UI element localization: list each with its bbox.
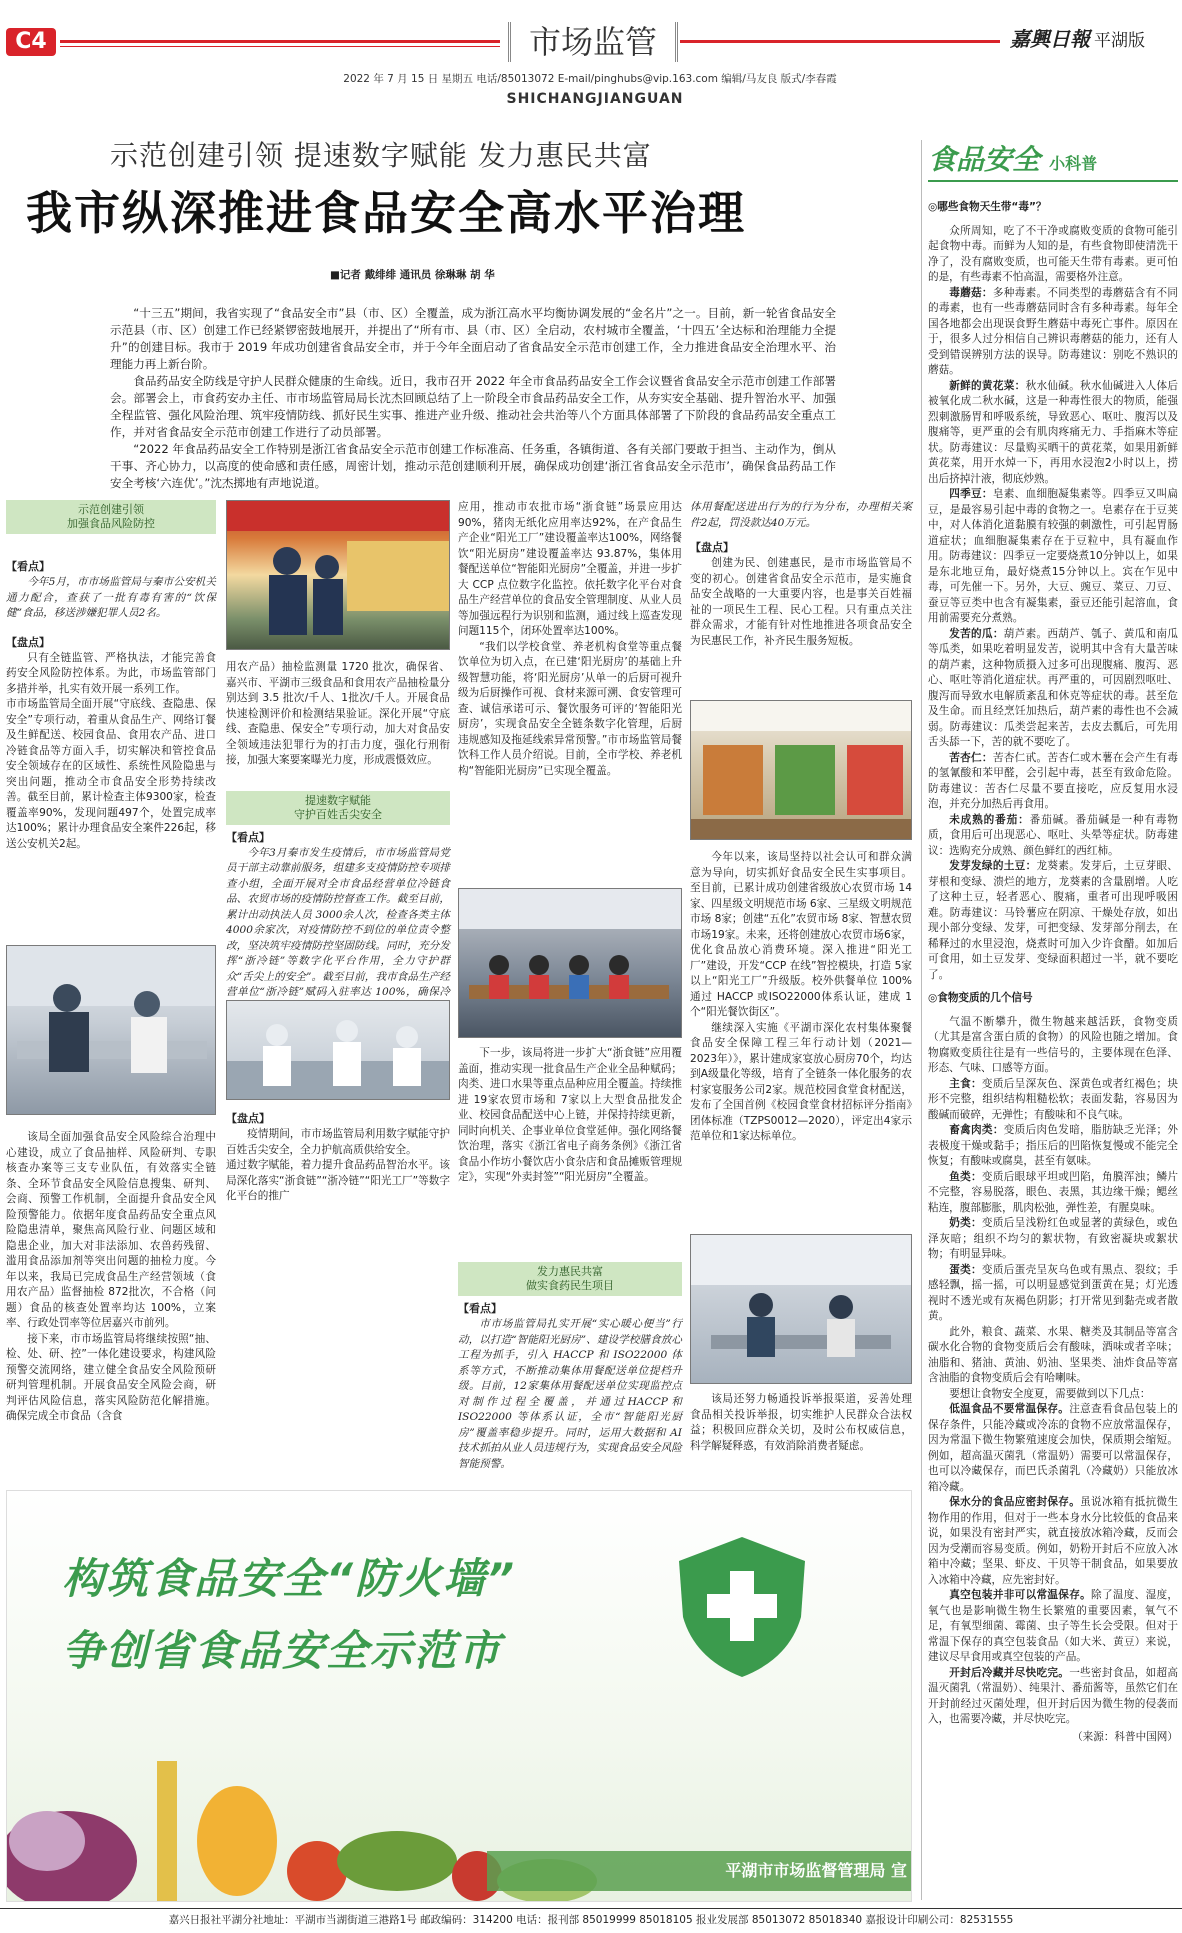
column-3-bottom <box>458 1262 686 1472</box>
photo-lab-graphic <box>227 1001 450 1100</box>
photo-canteen-students <box>458 888 682 1038</box>
right-paragraph <box>928 1402 1178 1495</box>
masthead-rule-left-thin <box>60 46 500 47</box>
body-text: 今年以来，该局坚持以社会认可和群众满意为导向，切实抓好食品安全民生实事项目。至目前，已累计成功创建省级放心农贸市场 14家、四星级文明规范市场 6家、三星级文明规范市场 8家；创建“五化”农贸市场 8家、智慧农贸市场19家。未来，还将创建放心农贸市场6家，优化食品放心消费环境。深入推进“阳光工厂”建设，开发“CCP 在线”智控模块，打造 5家以上“阳光工厂”升级版。校外供餐单位 100% 通过 HACCP 或ISO22000体系认证，建成 1个“阳光餐饮街区”。 <box>690 851 916 1018</box>
right-paragraph <box>928 627 1178 751</box>
paragraph-body: 一些密封食品，如超高温灭菌乳（常温奶）、纯果汁、番茄酱等，虽然它们在开封前经过灭菌处理，但开封后因为微生物的侵袭而入，也需要冷藏，并尽快吃完。 <box>928 1666 1179 1725</box>
paragraph-body: 变质后肉色发暗，脂肪缺乏光泽；外表极度干燥或黏手；指压后的凹陷恢复慢或不能完全恢复；有酸味或腐臭，甚至有氨味。 <box>928 1124 1179 1167</box>
pandian-text: 该局全面加强食品安全风险综合治理中心建设，成立了食品抽样、风险研判、专职核查办案等三支专业队伍，有效落实全链条、全环节食品安全风险信息搜集、研判、会商、预警工作机制，全面提升食品安全风险预警能力。依据年度食品药品安全重点风险隐患清单，聚焦高风险行业、问题区域和隐患企业，加大对非法添加、农兽药残留、滥用食品添加剂等突出问题的抽检力度。今年以来，我局已完成食品生产经营领域（食用农产品）监督抽检 872批次，不合格（问题）食品的核查处置率均达 100%，立案率、行政处罚率等位居嘉兴市前列。 <box>6 1131 216 1329</box>
article-subtitle: 示范创建引领 提速数字赋能 发力惠民共富 <box>110 139 652 172</box>
lead-block <box>110 305 836 492</box>
promo-banner <box>6 1490 912 1902</box>
kandian-text: 今年5月，市市场监管局与秦市公安机关通力配合，查获了一批有毒有害的“饮保健”食品，移送涉嫌犯罪人员2名。 <box>6 576 216 619</box>
paragraph-lead-term: 主食： <box>949 1077 982 1090</box>
footer-text: 嘉兴日报社平湖分社地址：平湖市当湖街道三港路1号 邮政编码：314200 电话：报刊部 85019999 85018105 报业发展部 85013072 85018340 嘉报设计印刷公司：82531555 <box>168 1914 1014 1926</box>
right-paragraph <box>928 487 1178 627</box>
column-2-cont <box>226 1110 450 1205</box>
right-heading: ◎哪些食物天生带“毒”？ <box>928 201 1047 213</box>
right-paragraph <box>928 751 1178 813</box>
photo-market-graphic <box>691 701 912 840</box>
section-bar: 提速数字赋能 守护百姓舌尖安全 <box>226 791 450 825</box>
paragraph-body: 注意查看食品包装上的保存条件，只能冷藏或冷冻的食物不应放常温保存，因为常温下微生物繁殖速度会加快，保质期会缩短。例如，超高温灭菌乳（常温奶）需要可以常温保存，也可以冷藏保存，而巴氏杀菌乳（冷藏奶）只能放冰箱冷藏。 <box>928 1403 1179 1493</box>
logo-main-text: 食品安全 <box>928 143 1041 176</box>
paragraph-body: 变质后蛋壳呈灰乌色或有黑点、裂纹；手感轻飘，摇一摇，可以明显感觉到蛋黄在晃；灯光透视时不透光或有灰褐色阴影；打开常见到黏壳或者散黄。 <box>928 1263 1178 1322</box>
column-3 <box>458 500 682 779</box>
body-text: 下一步，该局将进一步扩大“浙食链”应用覆盖面，推动实现一批食品生产企业全品种赋码；肉类、进口水果等重点品种应用全覆盖。持续推进 19家农贸市场和 7家以上大型食品批发企业、校园食品配送中心上链，并保持持续更新，同时向机关、企事业单位食堂延伸。强化网络餐饮治理，落实《浙江省电子商务条例》《浙江省食品小作坊小餐饮店小食杂店和食品摊贩管理规定》，实现“外卖封签”“阳光厨房”全覆盖。 <box>458 1047 682 1183</box>
right-paragraph <box>928 1077 1178 1124</box>
paragraph-body: 变质后眼球平坦或凹陷，角膜浑浊；鳞片不完整，容易脱落，眼色、表黑，其边缘干燥；鳃丝粘连，腹部膨胀，肌肉松弛，弹性差，有腥臭味。 <box>928 1170 1178 1214</box>
pandian-text: 疫情期间，市市场监管局利用数字赋能守护百姓舌尖安全，全力护航高质供给安全。 通过数字赋能，着力提升食品药品智治水平。该局深化落实“浙食链”“浙冷链”“阳光工厂”等数字化平台的推广 <box>226 1128 450 1202</box>
paragraph-lead-term: 新鲜的黄花菜： <box>949 379 1026 392</box>
section-title: 市场监管 <box>508 22 678 62</box>
paper-logo: 嘉興日報 <box>1010 27 1090 51</box>
pandian-text: 只有全链监管、严格执法，才能完善食药安全风险防控体系。为此，市场监管部门多措并举，扎实有效开展一系列工作。 市市场监管局全面开展“守底线、查隐患、保安全”专项行动，着重从食品生产、网络订餐及生鲜配送、校园食品、食用农产品、进口冷链食品等方面入手，切实解决和管控食品安全领域存在的区域性、系统性风险隐患与突出问题，推动全市食品安全形势持续改善。截至目前，累计检查主体9300家，检查覆盖率90%，发现问题497个，处置完成率达100%；累计办理食品安全案件226起，移送公安机关2起。 <box>6 651 216 850</box>
body-text: 该局还努力畅通投诉举报渠道，妥善处理食品相关投诉举报，切实维护人民群众合法权益；积极回应群众关切，及时公布权威信息，科学解疑释惑，有效消除消费者疑虑。 <box>690 1393 912 1452</box>
edition-label: 平湖版 <box>1094 31 1145 51</box>
photo-inspection-kitchen-graphic <box>7 946 216 1115</box>
masthead-rule-left <box>60 40 500 43</box>
column-3-cont <box>458 1046 682 1186</box>
right-paragraph <box>928 813 1178 860</box>
paragraph-lead-term: 毒蘑菇： <box>949 286 993 299</box>
paragraph-body: 龙葵素。发芽后，土豆芽眼、芽根和变绿、溃烂的地方，龙葵素的含量剧增。人吃了这种土豆，轻者恶心、腹痛，重者可出现呼吸困难。防毒建议：马铃薯应在阴凉、干燥处存放，如出现小部分变绿、发芽，可把变绿、发芽部分削去，在稀释过的水里浸泡，烧煮时可加入少许食醋。如加后可食用，如土豆发芽、变绿面积超过一半，就不要吃了。 <box>928 860 1179 981</box>
paragraph-lead-term: 发芽发绿的土豆： <box>949 860 1037 872</box>
logo-sub-text: 小科普 <box>1049 154 1098 173</box>
paragraph-body: 苦杏仁甙。苦杏仁或木薯在会产生有毒的氢氰酸和苯甲醛，会引起中毒，甚至有致命危险。防毒建议：苦杏仁尽量不要直接吃，应反复用水浸泡，并充分加热后再食用。 <box>928 751 1179 810</box>
paragraph-lead-term: 奶类： <box>949 1217 982 1229</box>
banner-line-2: 争创省食品安全示范市 <box>62 1626 503 1675</box>
column-4-cont <box>690 850 916 1145</box>
kandian-label: 【看点】 <box>226 830 270 844</box>
column-1-cont <box>6 1130 216 1425</box>
paragraph-lead-term: 蛋类： <box>949 1263 982 1276</box>
right-paragraph <box>928 1666 1178 1728</box>
photo-inspection-kitchen <box>6 945 216 1115</box>
column-divider <box>921 140 922 1900</box>
column-2 <box>226 660 450 1016</box>
paragraph-lead-term: 发苦的瓜： <box>949 627 1004 640</box>
body-text: “我们以学校食堂、养老机构食堂等重点餐饮单位为切入点，在已建‘阳光厨房’的基础上升级智慧功能，将‘阳光厨房’从单一的后厨可视升级为后厨操作可视、食材来源可溯、食安管理可查、诚信承诺可示、餐饮服务可评的‘智能阳光厨房’，实现食品安全全链条数字化管理，后厨违规感知及拖延线索异常预警。”市市场监管局餐饮科工作人员介绍说。目前，全市学校、养老机构“智能阳光厨房”已实现全覆盖。 <box>458 640 682 777</box>
paragraph-lead-term: 低温食品不要常温保存。 <box>949 1403 1070 1415</box>
paragraph-body: 除了温度、湿度，氧气也是影响微生物生长繁殖的重要因素，氧气不足，有氧型细菌、霉菌、虫子等生长会受限。但对于常温下保存的真空包装食品（如大米、黄豆）来说，建议尽早食用或真空包装的产品。 <box>928 1589 1179 1663</box>
paragraph-body: 多种毒素。不同类型的毒蘑菇含有不同的毒素，也有一些毒蘑菇同时含有多种毒素。每年全国各地都会出现误食野生蘑菇中毒死亡事件。原因在于，很多人过分相信自己辨识毒蘑菇的能力，还有人受到错误辨别方法的误导。防毒建议：别吃不熟识的蘑菇。 <box>928 286 1179 376</box>
right-paragraph <box>928 1170 1178 1217</box>
right-paragraph <box>928 1015 1178 1077</box>
photo-farmers-market <box>690 700 912 840</box>
paragraph-body: 变质后呈深灰色、深黄色或者红褐色；块形不完整，组织结构粗糙松软；表面发黏，容易因为酸碱而破碎，无弹性；有酸味和不良气味。 <box>928 1077 1178 1121</box>
article-headline: 我市纵深推进食品安全高水平治理 <box>26 186 746 240</box>
pandian-label: 【盘点】 <box>226 1112 270 1125</box>
body-text: 继续深入实施《平湖市深化农村集体聚餐食品安全保障工程三年行动计划（2021—2023年）》，累计建成家宴放心厨房70个，均达到A级量化等级，培育了全链条一体化服务的农村家宴服务公司2家。规范校园食堂食材配送，发布了全国首例《校园食堂食材招标评分指南》团体标准（TZPS0012—2020），评定出4家示范单位和1家达标单位。 <box>690 1021 912 1142</box>
column-4 <box>690 500 912 649</box>
paragraph-body: 气温不断攀升，微生物越来越活跃，食物变质（尤其是富含蛋白质的食物）的风险也随之增加。食物腐败变质往往是有一些信号的，主要体现在色泽、形态、气味、口感等方面。 <box>928 1015 1178 1074</box>
body-text: 用农产品）抽检监测量 1720 批次，确保省、嘉兴市、平湖市三级食品和食用农产品抽检量分别达到 3.5 批次/千人、1批次/千人。开展食品快速检测评价和检测结果验证。深化开展“守底线、查隐患、保安全”专项行动，加大对食品安全领域违法犯罪行为的打击力度，强化行刑衔接，加强大案要案曝光力度，形成震慑效应。 <box>226 661 450 766</box>
right-paragraph <box>928 286 1178 379</box>
source-note: （来源：科普中国网） <box>1072 1730 1178 1743</box>
body-text: 应用，推动市农批市场“浙食链”场景应用达90%，猪肉无纸化应用率达92%，在产食品生产企业“阳光工厂”建设覆盖率达100%，网络餐饮“阳光厨房”建设覆盖率达 93.87%，集体用餐配送单位“智能阳光厨房”全覆盖，并进一步扩大 CCP 点位数字化监控。依托数字化平台对食品生产经营单位的食品安全管理制度、从业人员等加强远程行为识别和监测，通过线上巡查发现问题115个，闭环处置率达100%。 <box>458 501 682 637</box>
column-1 <box>6 500 216 852</box>
kandian-text: 市市场监管局扎实开展“实心暖心便当”行动，以打造“智能阳光厨房”、建设学校膳食放心工程为抓手，引入 HACCP 和 ISO22000 体系等方式，不断推动集体用餐配送单位提档升级。目前，12家集体用餐配送单位实现监控点对制作过程全覆盖，并通过HACCP和ISO22000 等体系认证，全市“智能阳光厨房”覆盖率稳步提升。同时，运用大数据和 AI 技术抓拍从业人员违规行为，实现食品安全风险智能预警。 <box>458 1318 686 1470</box>
paragraph-lead-term: 保水分的食品应密封保存。 <box>949 1496 1081 1508</box>
paragraph-body: 要想让食物安全度夏，需要做到以下几点： <box>949 1387 1151 1400</box>
pandian-text: 创建为民、创建惠民，是市市场监管局不变的初心。创建省食品安全示范市，是实施食品安全战略的一大重要内容，也是事关百姓福祉的一项民生工程、民心工程。只有重点关注群众需求，才能有针对性地推进各项食品安全为民惠民工作，补齐民生服务短板。 <box>690 557 912 647</box>
body-text: 体用餐配送进出行为的行为分布，办理相关案件2起，罚没款达40万元。 <box>690 501 912 529</box>
pandian-label: 【盘点】 <box>690 541 734 554</box>
paragraph-lead-term: 四季豆： <box>949 488 993 500</box>
right-paragraph <box>928 1588 1178 1666</box>
footer-rule <box>0 1908 1182 1909</box>
right-paragraph <box>928 1216 1178 1263</box>
right-paragraph <box>928 859 1178 983</box>
right-heading: ◎食物变质的几个信号 <box>928 992 1033 1004</box>
photo-service-graphic <box>691 1235 912 1384</box>
paragraph-lead-term: 鱼类： <box>949 1170 982 1183</box>
page-number-badge: C4 <box>6 28 56 56</box>
paragraph-body: 众所周知，吃了不干净或腐败变质的食物可能引起食物中毒。而鲜为人知的是，有些食物即使清洗干净了，没有腐败变质，也可能天生带有毒素。更可怕的是，有些毒素不怕高温，需要格外注意。 <box>928 224 1178 283</box>
right-paragraph <box>928 1123 1178 1170</box>
paragraph-body: 变质后呈浅粉红色或显著的黄绿色，或色泽灰暗；组织不均匀的絮状物，有致密凝块或絮状物；有明显异味。 <box>928 1217 1178 1260</box>
lead-paragraph: 食品药品安全防线是守护人民群众健康的生命线。近日，我市召开 2022 年全市食品药品安全工作会议暨省食品安全示范市创建工作部署会。部署会上，市食药安办主任、市市场监管局局长沈杰回顾总结了上一阶段全市食品药品安全工作，从夯实安全基础、提升智治水平、加强全程监管、强化风险治理、筑牢疫情防线、抓好民生实事、推进产业升级、推动社会共治等八个方面具体部署了下阶段的食品药品安全重点工作，并对省食品安全示范市创建工作进行了动员部署。 <box>110 374 836 439</box>
paragraph-body: 葫芦素。西葫芦、瓠子、黄瓜和南瓜等瓜类，如果吃着明显发苦，说明其中含有大量苦味的葫芦素，这种物质摄入过多可出现腹痛、腹泻、恶心、呕吐等消化道症状。再严重的，可因剧烈呕吐、腹泻而导致水电解质紊乱和休克等症状的毒。甚至危及生命。而且经烹饪加热后，葫芦素的毒性也不会减弱。防毒建议：瓜类尝起来苦，去皮去瓢后，可先用舌头舔一下，苦的就不要吃了。 <box>928 627 1179 748</box>
column-4-bottom <box>690 1392 912 1454</box>
kandian-label: 【看点】 <box>6 560 50 573</box>
pandian-text: 接下来，市市场监管局将继续按照“抽、检、处、研、控”一体化建设要求，构建风险预警交流网络，建立健全食品安全风险预研研判管理机制。开展食品安全风险会商，研判评估风险信息，落实风险防范化解措施。确保完成全市食品（含食 <box>6 1332 216 1422</box>
section-bar: 发力惠民共富 做实食药民生项目 <box>458 1262 682 1296</box>
section-bar: 示范创建引领 加强食品风险防控 <box>6 500 216 534</box>
right-column <box>928 200 1178 1745</box>
section-pinyin: SHICHANGJIANGUAN <box>506 91 684 107</box>
right-section-1 <box>928 224 1178 984</box>
kandian-text: 今年3月秦市发生疫情后，市市场监管局党员干部主动靠前服务，组建多支疫情防控专项排查小组，全面开展对全市食品经营单位冷链食品、农贸市场的疫情防控督查工作。截至目前，累计出动执法人员 3000余人次，检查各类主体 4000余家次，对疫情防控不到位的单位责令整改，坚决筑牢疫情防控坚固防线。同时，充分发挥“浙冷链”等数字化平台作用，全力守护群众“舌尖上的安全”。截至目前，我市食品生产经营单位“浙冷链”赋码入驻率达 100%，确保冷 <box>226 846 450 998</box>
paragraph-lead-term: 真空包装并非可以常温保存。 <box>949 1589 1092 1601</box>
paragraph-body: 此外，粮食、蔬菜、水果、糖类及其制品等富含碳水化合物的食物变质后会有酸味，酒味或者辛味；油脂和、猪油、黄油、奶油、坚果类、油炸食品等富含油脂的食物变质后会有哈喇味。 <box>928 1325 1178 1384</box>
right-section-2 <box>928 1015 1178 1728</box>
paragraph-lead-term: 未成熟的番茄： <box>949 813 1030 826</box>
lead-paragraph: “十三五”期间，我省实现了“食品安全市”县（市、区）全覆盖，成为浙江高水平均衡协调发展的“金名片”之一。目前，新一轮省食品安全示范县（市、区）创建工作已经紧锣密鼓地展开，并提出了“所有市、县（市、区）全启动，农村城市全覆盖，‘十四五’全达标和治理能力全提升”的创建目标。我市于 2019 年成功创建省食品安全市，并于今年全面启动了省食品安全示范市创建工作，全力推进食品安全治理水平、治理能力再上新台阶。 <box>110 306 836 371</box>
lead-paragraph: “2022 年食品药品安全工作特别是浙江省食品安全示范市创建工作标准高、任务重，各镇街道、各有关部门要敢于担当、主动作为，倒从干事、齐心协力，以高度的使命感和责任感，周密计划，推动示范创建顺利开展，确保成功创建‘浙江省食品安全示范市’，确保食品药品工作安全考核‘六连优’。”沈杰掷地有声地说道。 <box>110 442 836 490</box>
kandian-label: 【看点】 <box>458 1302 502 1315</box>
paragraph-lead-term: 畜禽肉类： <box>949 1124 1004 1136</box>
dateline: 2022 年 7 月 15 日 星期五 电话/85013072 E-mail/pinghubs@vip.163.com 编辑/马友良 版式/李春霞 <box>343 73 837 85</box>
right-paragraph <box>928 379 1178 488</box>
paragraph-lead-term: 开封后冷藏并尽快吃完。 <box>949 1666 1070 1679</box>
byline: ■记者 戴绯绯 通讯员 徐琳琳 胡 华 <box>330 269 495 281</box>
paragraph-body: 秋水仙碱。秋水仙碱进入人体后被氧化成二秋水碱，这是一种毒性很大的物质，能强烈刺激肠胃和呼吸系统，导致恶心、呕吐、腹泻以及腹痛等，更严重的会有肌肉疼痛无力、手指麻木等症状。防毒建议：尽量购买晒干的黄花菜，如果用新鲜黄花菜，用开水焯一下，再用水浸泡2小时以上，捞出后挤掉汁液，彻底炒熟。 <box>928 379 1179 485</box>
right-paragraph <box>928 1387 1178 1403</box>
photo-canteen-graphic <box>459 889 682 1038</box>
masthead <box>0 0 1182 107</box>
right-paragraph <box>928 1495 1178 1588</box>
pandian-label: 【盘点】 <box>6 635 50 649</box>
photo-supermarket-inspection <box>226 500 450 650</box>
right-paragraph <box>928 224 1178 286</box>
right-paragraph <box>928 1325 1178 1387</box>
medical-cross-icon <box>667 1531 817 1681</box>
photo-consumer-service <box>690 1234 912 1384</box>
right-paragraph <box>928 1263 1178 1325</box>
photo-lab-testing <box>226 1000 450 1100</box>
paragraph-body: 皂素、血细胞凝集素等。四季豆又叫扁豆，是最容易引起中毒的食物之一。皂素存在于豆荚中，对人体消化道黏膜有较强的刺激性，可引起胃肠道症状；血细胞凝集素存在于豆粒中，具有凝血作用。防毒建议：四季豆一定要烧煮10分钟以上，如果是东北地豆角，最好烧煮15分钟以上。宾在乍见中毒，可先催一下。另外，大豆、豌豆、菜豆、刀豆、蚕豆等豆类中也含有凝集素，蚕豆还能引起溶血，食用前需要充分煮熟。 <box>928 488 1179 624</box>
banner-line-1: 构筑食品安全“防火墙” <box>62 1554 517 1603</box>
photo-supermarket-graphic <box>227 501 450 650</box>
paragraph-body: 番茄碱。番茄碱是一种有毒物质，食用后可出现恶心、呕吐、头晕等症状。防毒建议：选购充分成熟、颜色鲜红的西红柿。 <box>928 813 1179 857</box>
banner-credit: 平湖市市场监督管理局 宣 <box>725 1861 907 1880</box>
masthead-rule-right <box>680 40 1000 43</box>
paragraph-lead-term: 苦杏仁： <box>949 751 993 764</box>
paragraph-body: 虽说冰箱有抵抗微生物作用的作用，但对于一些本身水分比较低的食品来说，如果没有密封严实，就直接放冰箱冷藏，反而会因为受潮而容易变质。例如，奶粉开封后不应放入冰箱中冷藏；坚果、虾皮、干贝等干制食品，如果要放入冰箱中冷藏，应先密封好。 <box>928 1496 1179 1586</box>
food-safety-logo <box>928 140 1178 182</box>
